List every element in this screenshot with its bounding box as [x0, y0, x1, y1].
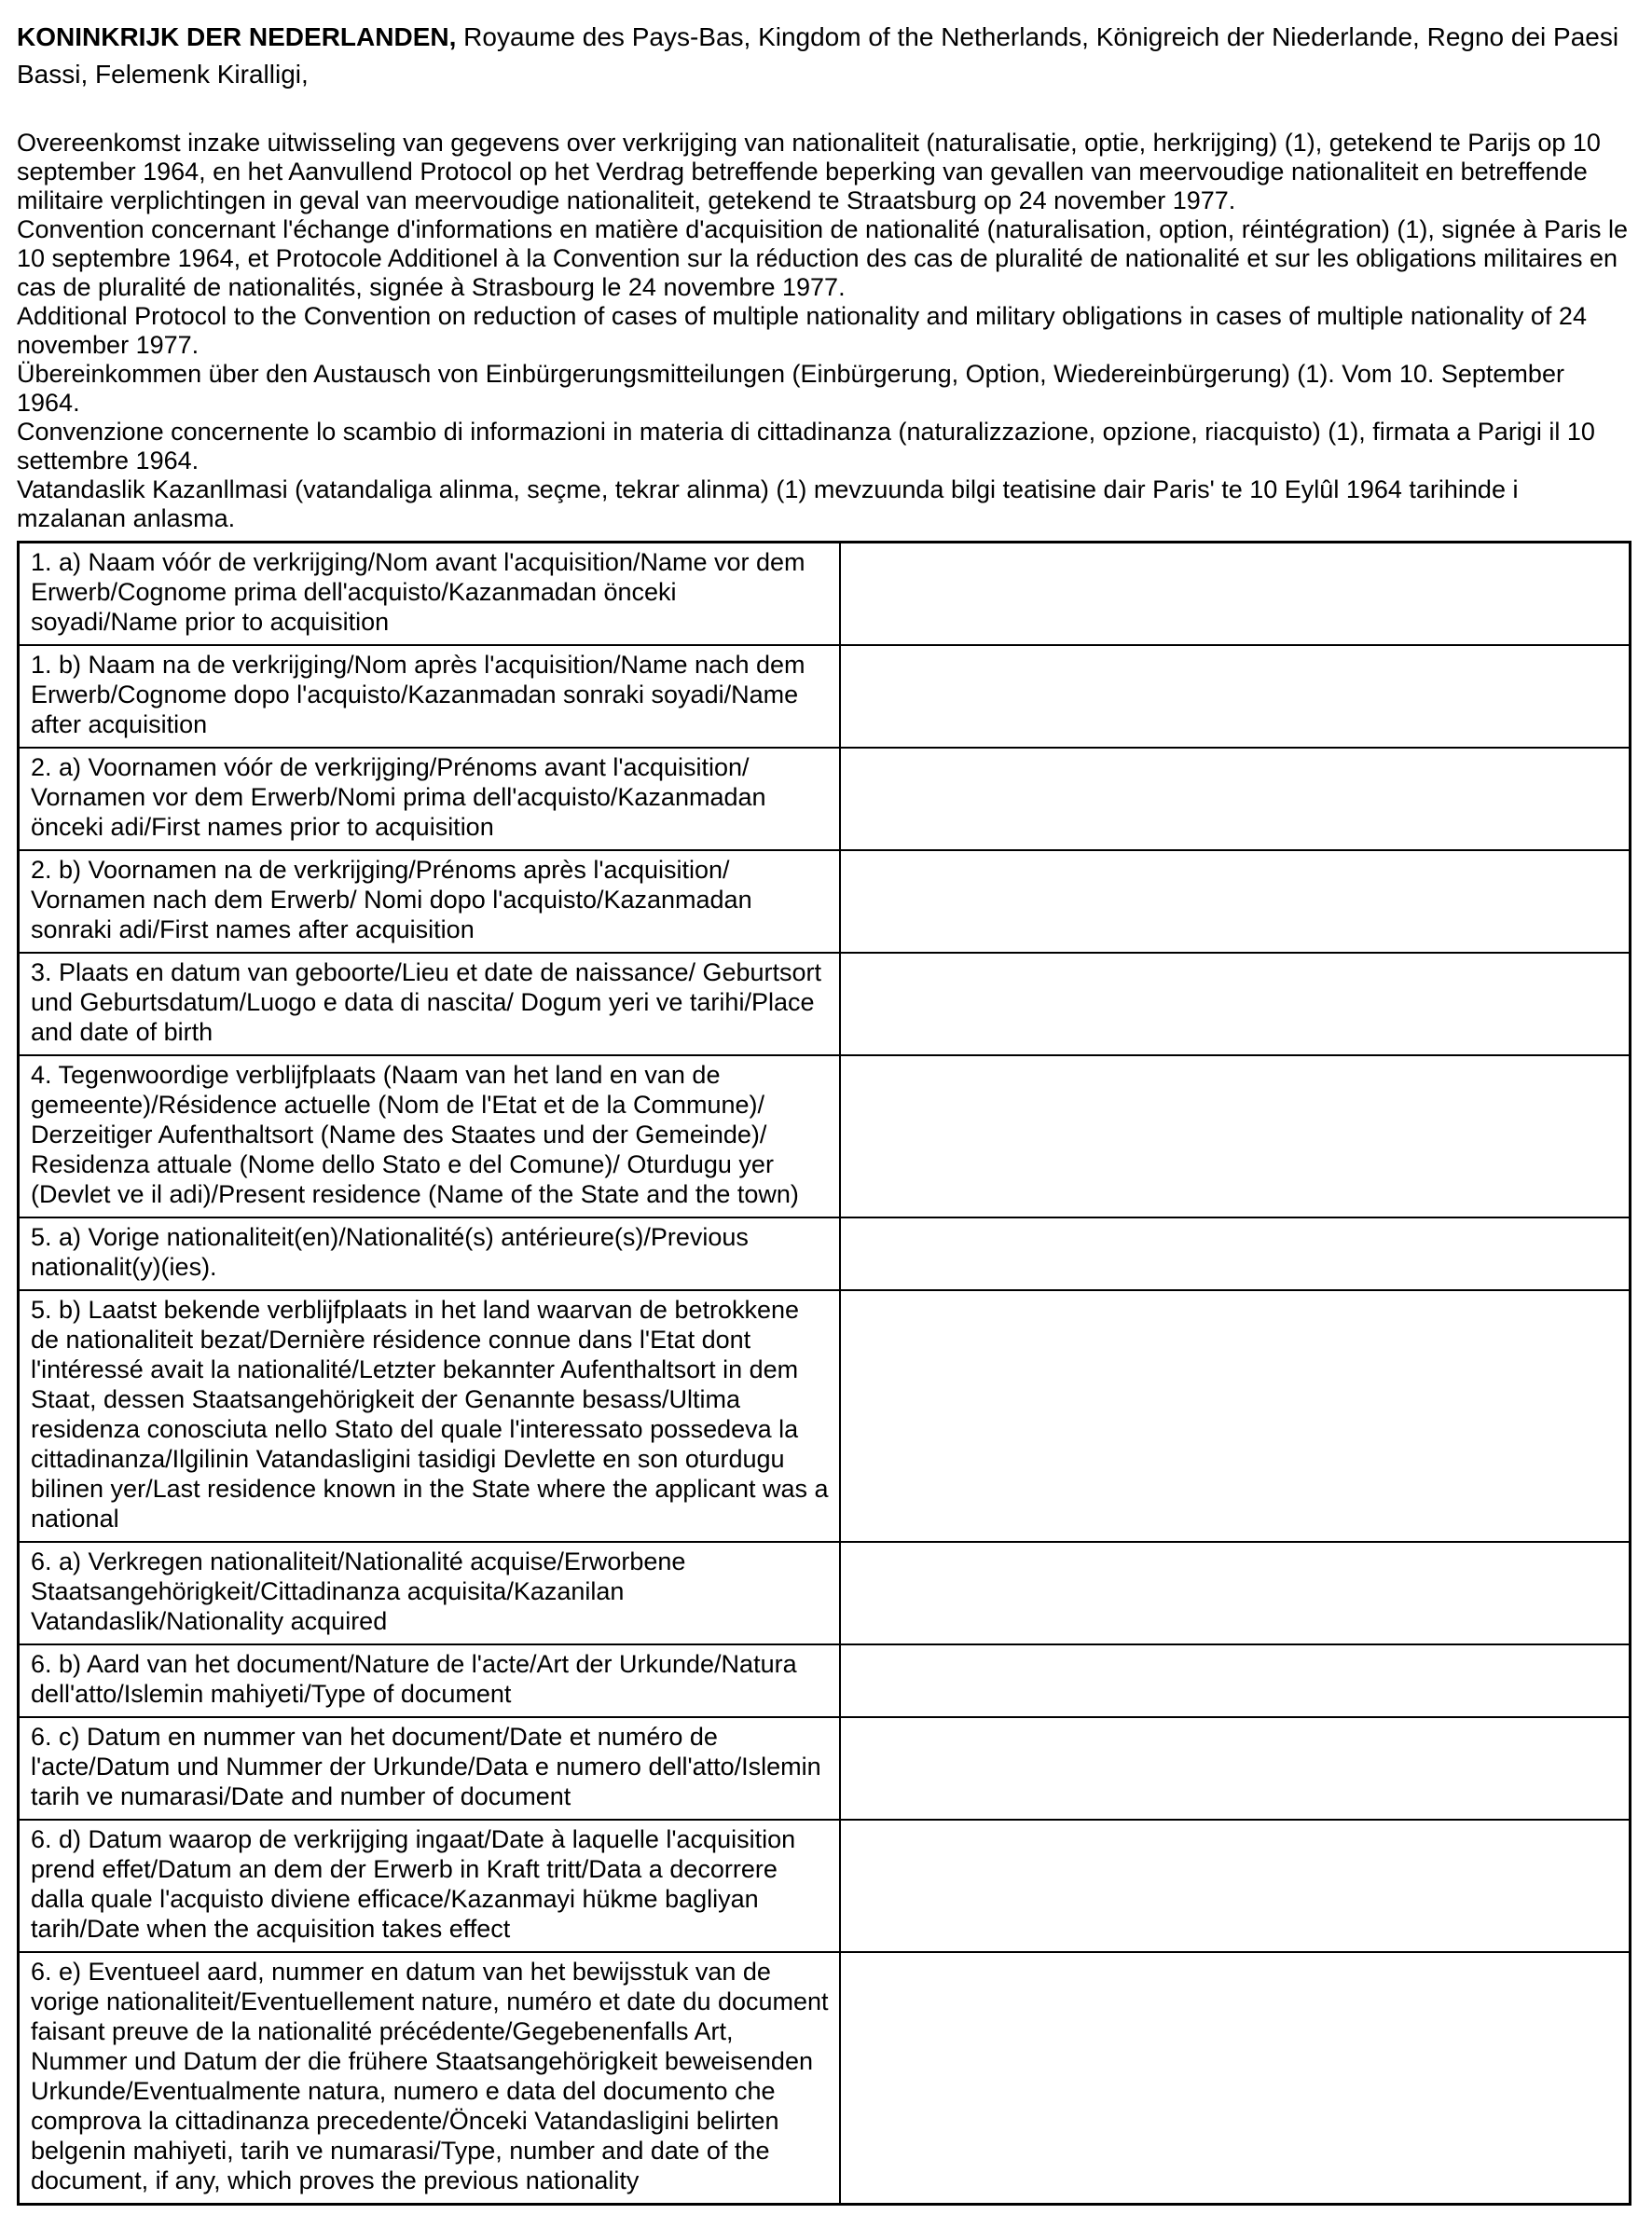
field-label-previous-nationality: 5. a) Vorige nationaliteit(en)/Nationalité(s) antérieure(s)/Previous nationalit(y)(ies).: [19, 1217, 840, 1290]
table-row: [19, 1644, 1631, 1717]
table-row: [19, 1952, 1631, 2205]
document-header: [17, 19, 1631, 93]
field-value-date-acquisition-takes-effect: [840, 1820, 1631, 1952]
intro-paragraph-english: Additional Protocol to the Convention on reduction of cases of multiple nationality and military obligations in cases of multiple nationality of 24 november 1977.: [17, 302, 1587, 359]
nationality-form-table: [17, 541, 1631, 2206]
field-label-present-residence: 4. Tegenwoordige verblijfplaats (Naam van het land en van de gemeente)/Résidence actuelle (Nom de l'Etat et de la Commune)/ Derzeitiger Aufenthaltsort (Name des Staates und der Gemeinde)/ Residenza attuale (Nome dello Stato e del Comune)/ Oturdugu yer (Devlet ve il adi)/Present residence (Name of the State and the town): [19, 1055, 840, 1217]
field-label-name-after-acquisition: 1. b) Naam na de verkrijging/Nom après l'acquisition/Name nach dem Erwerb/Cognome dopo l'acquisto/Kazanmadan sonraki soyadi/Name after acquisition: [19, 645, 840, 748]
kingdom-title: KONINKRIJK DER NEDERLANDEN,: [17, 22, 457, 51]
field-value-present-residence: [840, 1055, 1631, 1217]
table-row: [19, 748, 1631, 850]
field-value-nationality-acquired: [840, 1542, 1631, 1644]
intro-paragraph-german: Übereinkommen über den Austausch von Einbürgerungsmitteilungen (Einbürgerung, Option, Wiedereinbürgerung) (1). Vom 10. September 1964.: [17, 360, 1564, 417]
field-value-previous-nationality: [840, 1217, 1631, 1290]
intro-paragraph-turkish: Vatandaslik Kazanllmasi (vatandaliga alinma, seçme, tekrar alinma) (1) mevzuunda bilgi teatisine dair Paris' te 10 Eylûl 1964 tarihinde i mzalanan anlasma.: [17, 475, 1519, 532]
field-label-nationality-acquired: 6. a) Verkregen nationaliteit/Nationalité acquise/Erworbene Staatsangehörigkeit/Cittadinanza acquisita/Kazanilan Vatandaslik/Nationality acquired: [19, 1542, 840, 1644]
field-label-type-of-document: 6. b) Aard van het document/Nature de l'acte/Art der Urkunde/Natura dell'atto/Islemin mahiyeti/Type of document: [19, 1644, 840, 1717]
table-row: [19, 953, 1631, 1055]
table-row: [19, 850, 1631, 953]
field-label-place-date-of-birth: 3. Plaats en datum van geboorte/Lieu et date de naissance/ Geburtsort und Geburtsdatum/Luogo e data di nascita/ Dogum yeri ve tarihi/Place and date of birth: [19, 953, 840, 1055]
table-row: [19, 645, 1631, 748]
intro-paragraph-italian: Convenzione concernente lo scambio di informazioni in materia di cittadinanza (naturalizzazione, opzione, riacquisto) (1), firmata a Parigi il 10 settembre 1964.: [17, 418, 1595, 474]
table-row: [19, 1542, 1631, 1644]
field-value-proof-of-previous-nationality: [840, 1952, 1631, 2205]
table-row: [19, 1820, 1631, 1952]
kingdom-title-translations: Royaume des Pays-Bas, Kingdom of the Netherlands, Königreich der Niederlande, Regno dei Paesi Bassi, Felemenk Kiralligi,: [17, 22, 1619, 89]
field-value-name-after-acquisition: [840, 645, 1631, 748]
field-value-place-date-of-birth: [840, 953, 1631, 1055]
field-label-last-residence-in-former-state: 5. b) Laatst bekende verblijfplaats in het land waarvan de betrokkene de nationaliteit bezat/Dernière résidence connue dans l'Etat dont l'intéressé avait la nationalité/Letzter bekannter Aufenthaltsort in dem Staat, dessen Staatsangehörigkeit der Genannte besass/Ultima residenza conosciuta nello Stato del quale l'interessato possedeva la cittadinanza/Ilgilinin Vatandasligini tasidigi Devlette en son oturdugu bilinen yer/Last residence known in the State where the applicant was a national: [19, 1290, 840, 1542]
field-label-firstnames-before-acquisition: 2. a) Voornamen vóór de verkrijging/Prénoms avant l'acquisition/ Vornamen vor dem Erwerb/Nomi prima dell'acquisto/Kazanmadan önceki adi/First names prior to acquisition: [19, 748, 840, 850]
table-row: [19, 1290, 1631, 1542]
intro-paragraph-dutch: Overeenkomst inzake uitwisseling van gegevens over verkrijging van nationaliteit (naturalisatie, optie, herkrijging) (1), getekend te Parijs op 10 september 1964, en het Aanvullend Protocol op het Verdrag betreffende beperking van gevallen van meervoudige nationaliteit en betreffende militaire verplichtingen in geval van meervoudige nationaliteit, getekend te Straatsburg op 24 november 1977.: [17, 129, 1601, 214]
field-value-last-residence-in-former-state: [840, 1290, 1631, 1542]
field-value-firstnames-after-acquisition: [840, 850, 1631, 953]
convention-intro: [17, 129, 1631, 533]
field-value-type-of-document: [840, 1644, 1631, 1717]
table-row: [19, 543, 1631, 646]
table-row: [19, 1055, 1631, 1217]
table-row: [19, 1717, 1631, 1820]
intro-paragraph-french: Convention concernant l'échange d'informations en matière d'acquisition de nationalité (naturalisation, option, réintégration) (1), signée à Paris le 10 septembre 1964, et Protocole Additionel à la Convention sur la réduction des cas de pluralité de nationalité et sur les obligations militaires en cas de pluralité de nationalités, signée à Strasbourg le 24 novembre 1977.: [17, 215, 1628, 301]
field-value-date-number-of-document: [840, 1717, 1631, 1820]
field-value-firstnames-before-acquisition: [840, 748, 1631, 850]
field-value-name-before-acquisition: [840, 543, 1631, 646]
field-label-date-number-of-document: 6. c) Datum en nummer van het document/Date et numéro de l'acte/Datum und Nummer der Urkunde/Data e numero dell'atto/Islemin tarih ve numarasi/Date and number of document: [19, 1717, 840, 1820]
field-label-name-before-acquisition: 1. a) Naam vóór de verkrijging/Nom avant l'acquisition/Name vor dem Erwerb/Cognome prima dell'acquisto/Kazanmadan önceki soyadi/Name prior to acquisition: [19, 543, 840, 646]
field-label-firstnames-after-acquisition: 2. b) Voornamen na de verkrijging/Prénoms après l'acquisition/ Vornamen nach dem Erwerb/ Nomi dopo l'acquisto/Kazanmadan sonraki adi/First names after acquisition: [19, 850, 840, 953]
field-label-proof-of-previous-nationality: 6. e) Eventueel aard, nummer en datum van het bewijsstuk van de vorige nationaliteit/Eventuellement nature, numéro et date du document faisant preuve de la nationalité précédente/Gegebenenfalls Art, Nummer und Datum der die frühere Staatsangehörigkeit beweisenden Urkunde/Eventualmente natura, numero e data del documento che comprova la cittadinanza precedente/Önceki Vatandasligini belirten belgenin mahiyeti, tarih ve numarasi/Type, number and date of the document, if any, which proves the previous nationality: [19, 1952, 840, 2205]
field-label-date-acquisition-takes-effect: 6. d) Datum waarop de verkrijging ingaat/Date à laquelle l'acquisition prend effet/Datum an dem der Erwerb in Kraft tritt/Data a decorrere dalla quale l'acquisto diviene efficace/Kazanmayi hükme bagliyan tarih/Date when the acquisition takes effect: [19, 1820, 840, 1952]
table-row: [19, 1217, 1631, 1290]
